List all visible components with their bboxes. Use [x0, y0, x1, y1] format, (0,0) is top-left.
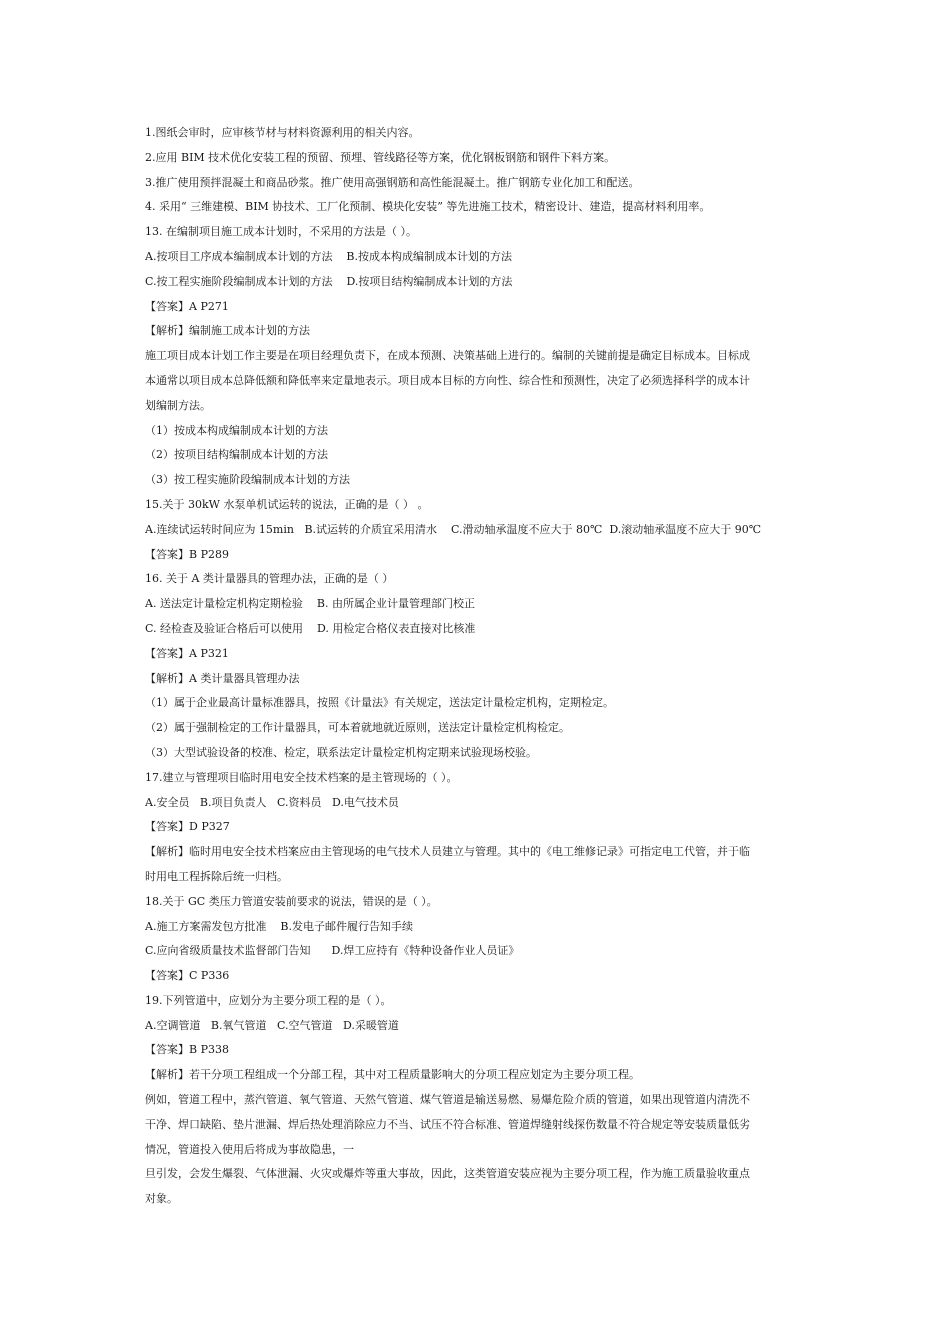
text-line: A.施工方案需发包方批准 B.发电子邮件履行告知手续	[145, 919, 414, 933]
text-line: A.安全员 B.项目负责人 C.资料员 D.电气技术员	[145, 795, 399, 809]
text-line: 【答案】B P289	[145, 547, 229, 561]
text-line: 【答案】A P271	[145, 299, 229, 313]
text-line: 本通常以项目成本总降低额和降低率来定量地表示。项目成本目标的方向性、综合性和预测性，决定了必须选择科学的成本计	[145, 373, 750, 387]
text-line: （3）按工程实施阶段编制成本计划的方法	[145, 473, 350, 487]
text-line: 13. 在编制项目施工成本计划时，不采用的方法是（ ）。	[145, 225, 417, 239]
text-line: 2.应用 BIM 技术优化安装工程的预留、预埋、管线路径等方案，优化钢板钢筋和钢件下料方案。	[145, 150, 616, 164]
text-line: 【答案】C P336	[145, 969, 230, 983]
text-line: C. 经检查及验证合格后可以使用 D. 用检定合格仪表直接对比核准	[145, 621, 476, 635]
text-line: （1）属于企业最高计量标准器具，按照《计量法》有关规定，送法定计量检定机构，定期检定。	[145, 696, 614, 710]
text-line: （2）属于强制检定的工作计量器具，可本着就地就近原则，送法定计量检定机构检定。	[145, 721, 570, 735]
text-line: 【解析】A 类计量器具管理办法	[145, 671, 300, 685]
text-line: 【答案】D P327	[145, 820, 230, 834]
text-line: 3.推广使用预拌混凝土和商品砂浆。推广使用高强钢筋和高性能混凝土。推广钢筋专业化加工和配送。	[145, 175, 640, 189]
text-line: 划编制方法。	[145, 398, 211, 412]
text-line: A.空调管道 B.氧气管道 C.空气管道 D.采暖管道	[145, 1018, 399, 1032]
text-line: A.连续试运转时间应为 15min B.试运转的介质宜采用清水 C.滑动轴承温度不应大于 80℃ D.滚动轴承温度不应大于 90℃	[145, 522, 762, 536]
text-line: 19.下列管道中，应划分为主要分项工程的是（ ）。	[145, 993, 392, 1007]
text-line: 旦引发，会发生爆裂、气体泄漏、火灾或爆炸等重大事故，因此，这类管道安装应视为主要分项工程，作为施工质量验收重点	[145, 1167, 750, 1181]
text-line: 时用电工程拆除后统一归档。	[145, 869, 288, 883]
text-line: 【解析】临时用电安全技术档案应由主管现场的电气技术人员建立与管理。其中的《电工维修记录》可指定电工代管，并于临	[145, 845, 750, 859]
text-line: C.应向省级质量技术监督部门告知 D.焊工应持有《特种设备作业人员证》	[145, 944, 520, 958]
text-line: 干净、焊口缺陷、垫片泄漏、焊后热处理消除应力不当、试压不符合标准、管道焊缝射线探伤数量不符合规定等安装质量低劣	[145, 1117, 750, 1131]
text-line: 对象。	[145, 1192, 178, 1206]
text-line: 【解析】编制施工成本计划的方法	[145, 324, 310, 338]
text-line: （2）按项目结构编制成本计划的方法	[145, 448, 328, 462]
text-line: 15.关于 30kW 水泵单机试运转的说法，正确的是（ ） 。	[145, 497, 429, 511]
text-line: 【答案】A P321	[145, 646, 229, 660]
text-line: 例如，管道工程中，蒸汽管道、氧气管道、天然气管道、煤气管道是输送易燃、易爆危险介质的管道，如果出现管道内清洗不	[145, 1093, 750, 1107]
text-line: 17.建立与管理项目临时用电安全技术档案的是主管现场的（ ）。	[145, 770, 458, 784]
text-line: 【解析】若干分项工程组成一个分部工程，其中对工程质量影响大的分项工程应划定为主要分项工程。	[145, 1068, 640, 1082]
text-line: A.按项目工序成本编制成本计划的方法 B.按成本构成编制成本计划的方法	[145, 249, 513, 263]
text-line: 情况，管道投入使用后将成为事故隐患，一	[145, 1142, 354, 1156]
text-line: （3）大型试验设备的校准、检定，联系法定计量检定机构定期来试验现场校验。	[145, 745, 537, 759]
text-line: （1）按成本构成编制成本计划的方法	[145, 423, 328, 437]
text-line: A. 送法定计量检定机构定期检验 B. 由所属企业计量管理部门校正	[145, 597, 475, 611]
text-line: 【答案】B P338	[145, 1043, 229, 1057]
text-line: 18.关于 GC 类压力管道安装前要求的说法，错误的是（ ）。	[145, 894, 438, 908]
text-line: 施工项目成本计划工作主要是在项目经理负责下，在成本预测、决策基础上进行的。编制的关键前提是确定目标成本。目标成	[145, 349, 750, 363]
text-line: C.按工程实施阶段编制成本计划的方法 D.按项目结构编制成本计划的方法	[145, 274, 513, 288]
text-line: 16. 关于 A 类计量器具的管理办法，正确的是（ ）	[145, 572, 394, 586]
text-line: 4. 采用“ 三维建模、BIM 协技术、工厂化预制、模块化安装” 等先进施工技术，精密设计、建造，提高材料利用率。	[145, 200, 711, 214]
document-page	[145, 121, 810, 1212]
text-line: 1.图纸会审时，应审核节材与材料资源利用的相关内容。	[145, 126, 420, 139]
